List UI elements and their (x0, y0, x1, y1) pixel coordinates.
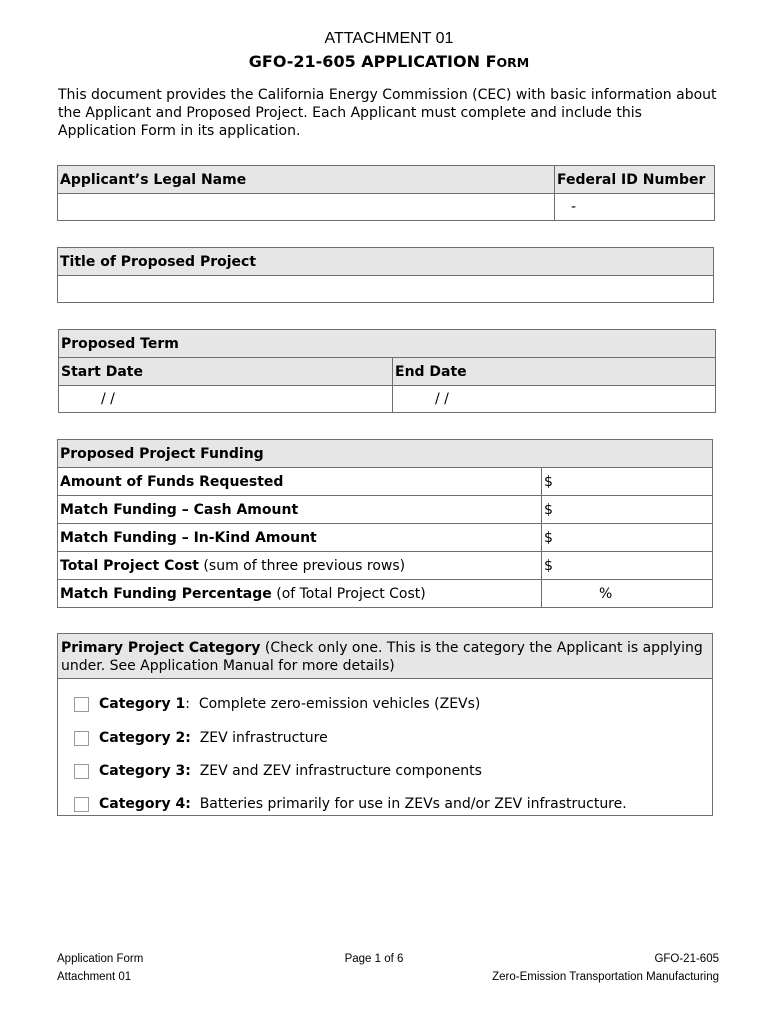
proposed-term-table (58, 329, 716, 413)
category-option-3[interactable]: Category 3: ZEV and ZEV infrastructure components (74, 761, 482, 781)
intro-paragraph: This document provides the California Energy Commission (CEC) with basic information about the Applicant and Proposed Project. Each Applicant must complete and include this Application Form in its application. (58, 87, 717, 139)
total-cost-field[interactable]: $ (542, 552, 713, 580)
proposed-term-label: Proposed Term (59, 330, 716, 358)
page-number: Page 1 of 6 (344, 953, 404, 965)
end-date-label: End Date (393, 358, 716, 386)
footer-right-1: GFO-21-605 (654, 953, 719, 965)
match-cash-field[interactable]: $ (542, 496, 713, 524)
primary-category-section (57, 633, 713, 816)
footer-left-1: Application Form (57, 953, 144, 965)
legal-name-label: Applicant’s Legal Name (58, 166, 555, 194)
project-title-table (57, 247, 714, 303)
funding-row-label: Total Project Cost (sum of three previous rows) (58, 552, 542, 580)
funding-row-label: Match Funding Percentage (of Total Project Cost) (58, 580, 542, 608)
end-date-field[interactable]: / / (393, 386, 716, 413)
project-title-field[interactable] (58, 276, 714, 303)
footer-left-2: Attachment 01 (57, 971, 132, 983)
attachment-heading: ATTACHMENT 01 (324, 30, 454, 47)
footer-right-2: Zero-Emission Transportation Manufacturing (492, 971, 719, 983)
start-date-field[interactable]: / / (59, 386, 393, 413)
federal-id-label: Federal ID Number (555, 166, 715, 194)
form-title: GFO-21-605 APPLICATION FORM (248, 52, 530, 71)
category-1-checkbox[interactable] (74, 697, 89, 712)
match-percentage-field[interactable]: % (542, 580, 713, 608)
start-date-label: Start Date (59, 358, 393, 386)
category-2-checkbox[interactable] (74, 731, 89, 746)
funding-table (57, 439, 713, 608)
funding-row-label: Match Funding – Cash Amount (58, 496, 542, 524)
project-title-label: Title of Proposed Project (58, 248, 714, 276)
category-option-1[interactable]: Category 1: Complete zero-emission vehicles (ZEVs) (74, 694, 480, 714)
applicant-table (57, 165, 715, 221)
primary-category-header: Primary Project Category (Check only one. This is the category the Applicant is applying under. See Application Manual for more details) (58, 634, 712, 679)
legal-name-field[interactable] (58, 194, 555, 221)
category-4-checkbox[interactable] (74, 797, 89, 812)
match-inkind-field[interactable]: $ (542, 524, 713, 552)
category-option-4[interactable]: Category 4: Batteries primarily for use in ZEVs and/or ZEV infrastructure. (74, 794, 627, 814)
funding-row-label: Match Funding – In-Kind Amount (58, 524, 542, 552)
funds-requested-field[interactable]: $ (542, 468, 713, 496)
funding-label: Proposed Project Funding (58, 440, 713, 468)
federal-id-field[interactable]: - (555, 194, 715, 221)
category-option-2[interactable]: Category 2: ZEV infrastructure (74, 728, 328, 748)
funding-row-label: Amount of Funds Requested (58, 468, 542, 496)
category-3-checkbox[interactable] (74, 764, 89, 779)
